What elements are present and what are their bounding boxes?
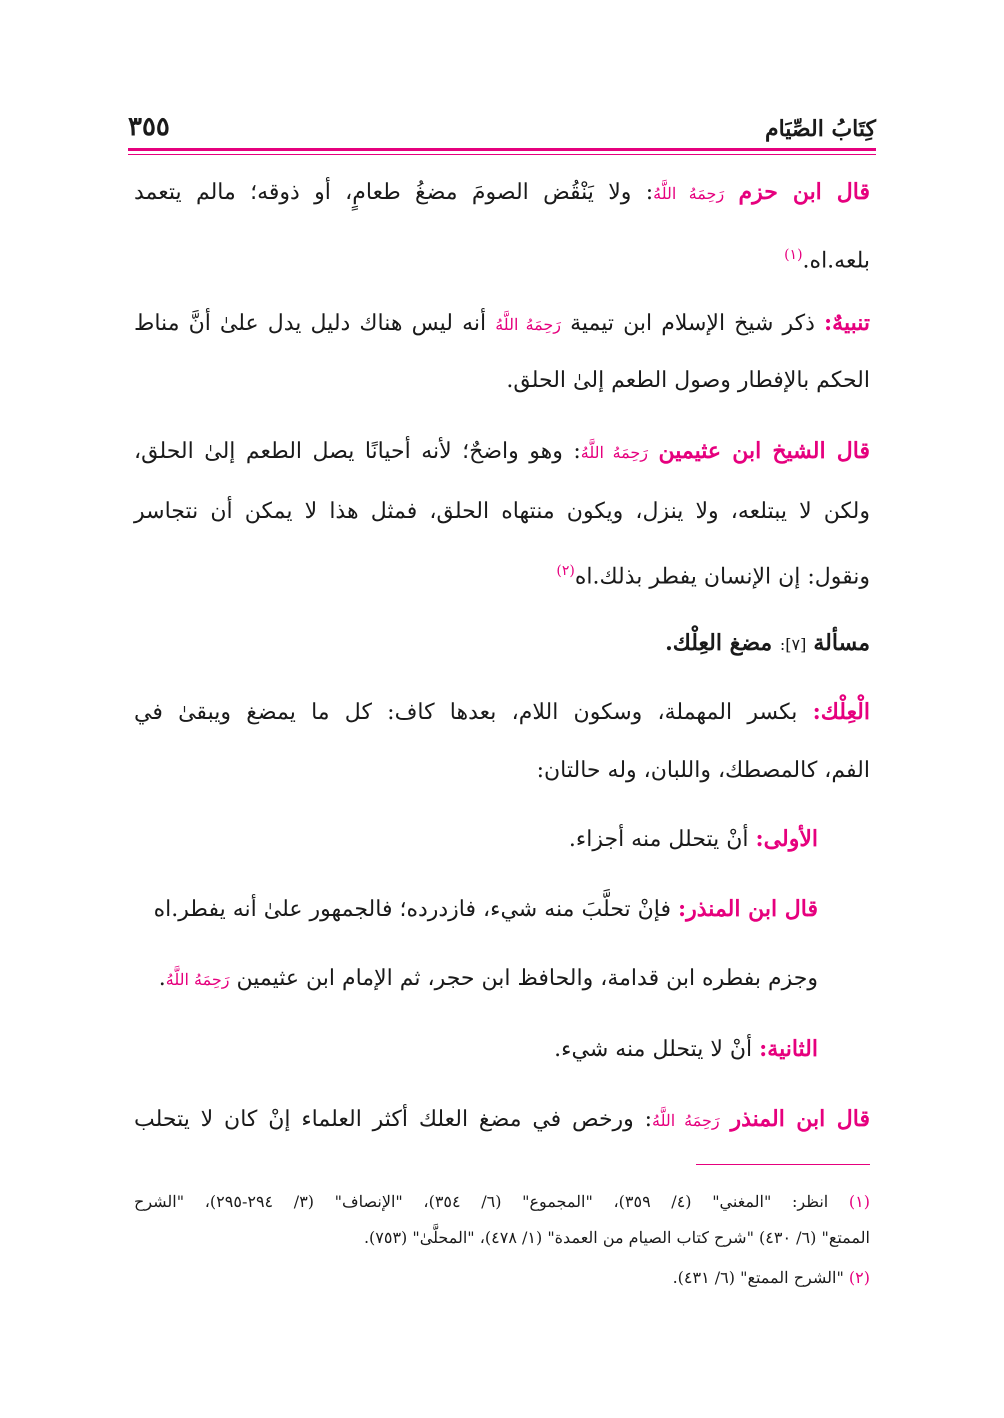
footnote-number: (٢) — [848, 1268, 870, 1287]
page-number: ٣٥٥ — [128, 112, 170, 142]
honorific-glyph: رَحِمَهُ اللَّهُ — [495, 315, 562, 334]
paragraph-line — [134, 436, 870, 468]
paragraph-line — [134, 697, 870, 728]
speaker-name: قال ابن المنذر: — [678, 896, 818, 922]
heading-title: مضغ العِلْك. — [665, 630, 780, 656]
main-text — [134, 0, 870, 1160]
paragraph-text: بكسر المهملة، وسكون اللام، بعدها كاف: كل ما يمضغ ويبقىٰ في — [134, 700, 813, 725]
term-label: الْعِلْك: — [812, 699, 870, 725]
footnote-text: انظر: "المغني" (٤/ ٣٥٩)، "المجموع" (٦/ ٣٥٤)، "الإنصاف" (٣/ ٢٩٤-٢٩٥)، "الشرح — [134, 1192, 849, 1211]
heading-label: مسألة — [813, 630, 870, 656]
paragraph-line — [556, 556, 870, 592]
paragraph-text: ونقول: إن الإنسان يفطر بذلك.اه — [574, 564, 870, 590]
speaker-name: قال الشيخ ابن عثيمين — [658, 438, 870, 464]
note-label: تنبيهٌ: — [824, 310, 870, 336]
paragraph-text: الحكم بالإفطار وصول الطعم إلىٰ الحلق. — [506, 368, 870, 393]
footnote-ref[interactable]: (١) — [784, 247, 803, 263]
footnote-1 — [134, 1190, 870, 1214]
paragraph-text: وجزم بفطره ابن قدامة، والحافظ ابن حجر، ثم الإمام ابن عثيمين — [229, 966, 818, 991]
footnote-rule — [696, 1164, 870, 1165]
paragraph-line — [134, 308, 870, 340]
footnote-text: الممتع" (٦/ ٤٣٠) "شرح كتاب الصيام من العمدة" (١/ ٤٧٨)، "المحلَّىٰ" (٧٥٣). — [363, 1228, 870, 1247]
speaker-name: قال ابن المنذر — [730, 1106, 870, 1132]
footnote-text: "الشرح الممتع" (٦/ ٤٣١). — [672, 1268, 849, 1287]
paragraph-line — [784, 240, 870, 276]
paragraph-text: بلعه.اه. — [802, 248, 870, 274]
honorific-glyph: رَحِمَهُ اللَّهُ — [580, 443, 649, 462]
paragraph-line — [134, 177, 870, 209]
paragraph-text: أنْ يتحلل منه أجزاء. — [568, 827, 756, 852]
paragraph-text: ولكن لا يبتلعه، ولا ينزل، ويكون منتهاه الحلق، فمثل هذا لا يمكن أن نتجاسر — [134, 499, 870, 524]
paragraph-line — [569, 824, 818, 855]
case-label: الثانية: — [759, 1036, 818, 1062]
paragraph-line — [134, 1104, 870, 1136]
paragraph-text: : ولا يَنْقُض الصومَ مضغُ طعامٍ، أو ذوقه؛ مالم يتعمد — [134, 180, 654, 205]
section-heading — [665, 628, 870, 660]
paragraph-text: : وهو واضحٌ؛ لأنه أحيانًا يصل الطعم إلىٰ الحلق، — [134, 439, 581, 464]
paragraph-text: : ورخص في مضغ العلك أكثر العلماء إنْ كان لا يتحلب — [134, 1107, 653, 1132]
book-title: كِتَابُ الصِّيَام — [764, 116, 876, 142]
paragraph-line — [537, 756, 870, 786]
case-label: الأولى: — [755, 826, 818, 852]
paragraph-line — [154, 894, 818, 925]
honorific-glyph: رَحِمَهُ اللَّهُ — [653, 184, 725, 203]
paragraph-text: ذكر شيخ الإسلام ابن تيمية — [561, 311, 825, 336]
heading-number: [٧]: — [779, 635, 807, 654]
footnote-ref[interactable]: (٢) — [556, 563, 575, 579]
paragraph-line — [506, 366, 870, 396]
paragraph-text: الفم، كالمصطك، واللبان، وله حالتان: — [536, 758, 870, 783]
speaker-name: قال ابن حزم — [738, 179, 870, 205]
honorific-glyph: رَحِمَهُ اللَّهُ — [165, 970, 230, 989]
paragraph-text: أنه ليس هناك دليل يدل علىٰ أنَّ مناط — [134, 311, 496, 336]
paragraph-line — [554, 1034, 818, 1065]
footnote-1-cont — [364, 1226, 870, 1250]
footnote-number: (١) — [848, 1192, 870, 1211]
paragraph-text: . — [158, 966, 166, 991]
paragraph-text: أنْ لا يتحلل منه شيء. — [554, 1037, 760, 1062]
honorific-glyph: رَحِمَهُ اللَّهُ — [652, 1111, 720, 1130]
paragraph-text: فإنْ تحلَّبَ منه شيء، فازدرده؛ فالجمهور علىٰ أنه يفطر.اه — [153, 897, 679, 922]
paragraph-line — [159, 964, 818, 995]
paragraph-line — [134, 497, 870, 527]
footnote-2 — [673, 1266, 870, 1290]
